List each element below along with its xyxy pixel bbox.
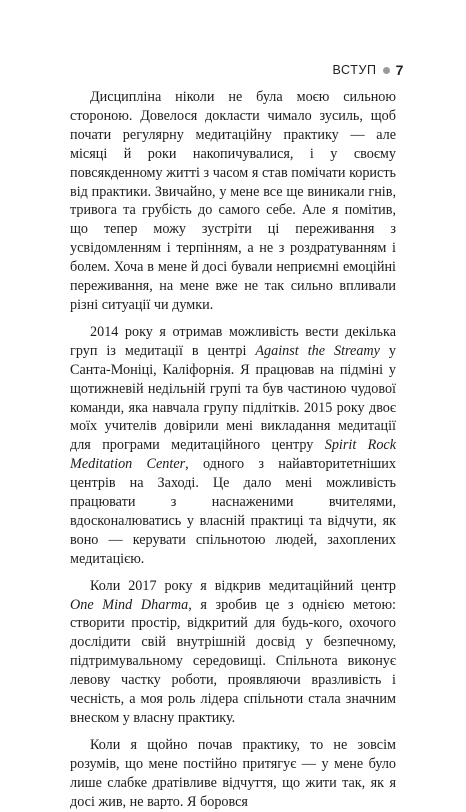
body-text xyxy=(70,88,396,812)
section-title: ВСТУП xyxy=(332,63,377,77)
paragraph xyxy=(70,736,396,812)
paragraph-text: , одного з найавторитетніших центрів на Заході. Це дало мені можливість працювати з наснаженими вчителями, вдосконалюватись у власній практиці та відчути, як воно — керувати спільнотою людей, захоплених медитацією. xyxy=(70,456,396,567)
paragraph xyxy=(70,323,396,569)
paragraph-text: , я зробив це з однією метою: створити простір, відкритий для будь-кого, охочого дослідити свій внутрішній досвід у безпечному, підтримувальному середовищі. Спільнота виконує левову частку роботи, проявляючи вразливість і чесність, а моя роль лідера спільноти стала значним внеском у власну практику. xyxy=(70,596,396,726)
paragraph xyxy=(70,577,396,728)
center-name-italic: One Mind Dharma xyxy=(70,596,189,613)
bullet-dot-icon xyxy=(383,67,390,74)
center-name-italic: Spirit Rock Meditation Center xyxy=(70,437,397,473)
paragraph-text: Коли я щойно почав практику, то не зовсім розумів, що мене постійно притягує — у мене було лише слабке дратівливе відчуття, що жити так, як я досі жив, не варто. Я боровся xyxy=(70,736,396,810)
paragraph-text: Дисципліна ніколи не була моєю сильною стороною. Довелося докласти чимало зусиль, щоб почати регулярну медитаційну практику — але місяці й роки накопичувалися, і у своєму повсякденному житті з часом я став помічати користь від практики. Звичайно, у мене все ще виникали гнів, тривога та грубість до самого себе. Але я помітив, що тепер можу зустріти ці переживання з усвідомленням і терпінням, а не з роздратуванням і болем. Хоча в мене й досі бували неприємні емоційні переживання, на мене вже не так сильно впливали різні ситуації чи думки. xyxy=(70,89,396,313)
paragraph-text: у Санта-Моніці, Каліфорнія. Я працював на підміні у щотижневій недільній групі та був частиною чудової команди, яка навчала групу підлітків. 2015 року двоє моїх учителів довірили мені викладання медитації для програми медитаційного центру xyxy=(70,342,397,454)
running-head xyxy=(333,62,405,78)
paragraph-text: Коли 2017 року я відкрив медитаційний центр xyxy=(90,577,396,594)
paragraph xyxy=(70,88,396,315)
paragraph-text: 2014 року я отримав можливість вести декілька груп із медитації в центрі xyxy=(70,323,396,359)
page-number: 7 xyxy=(395,62,404,78)
center-name-italic: Against the Streamу xyxy=(255,342,380,359)
